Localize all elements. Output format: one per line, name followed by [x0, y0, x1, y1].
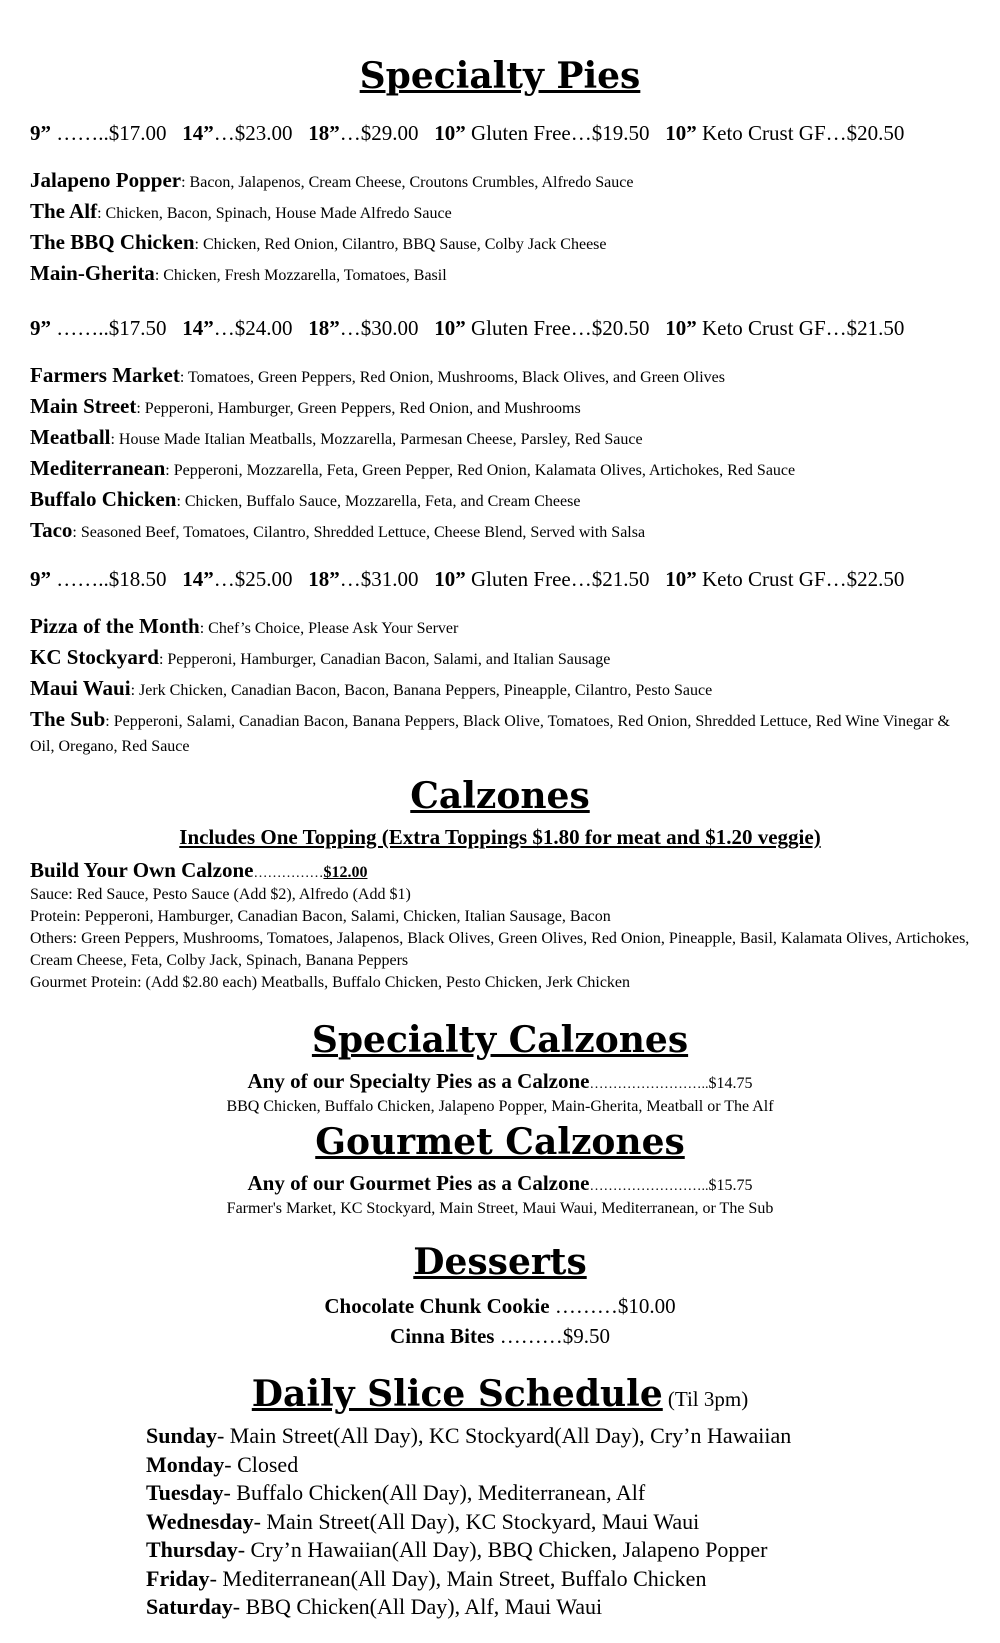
pie-list	[30, 612, 975, 759]
protein-line: Protein: Pepperoni, Hamburger, Canadian Bacon, Salami, Chicken, Italian Sausage, Bacon	[30, 908, 611, 925]
dessert-item: Cinna Bites ………$9.50	[390, 1324, 610, 1348]
list-item: Main Street: Pepperoni, Hamburger, Green Peppers, Red Onion, and Mushrooms	[30, 394, 581, 418]
schedule-day: Thursday- Cry’n Hawaiian(All Day), BBQ Chicken, Jalapeno Popper	[146, 1537, 768, 1562]
price-row: 9” ……..$17.00 14”…$23.00 18”…$29.00 10” Gluten Free…$19.50 10” Keto Crust GF…$20.50	[30, 121, 905, 145]
specialty-calzone-item: Any of our Specialty Pies as a Calzone……………………..$14.75	[247, 1069, 753, 1093]
daily-slice-list	[146, 1422, 986, 1622]
schedule-day: Wednesday- Main Street(All Day), KC Stockyard, Maui Waui	[146, 1508, 700, 1534]
list-item: Pizza of the Month: Chef’s Choice, Please Ask Your Server	[30, 614, 459, 638]
others-line: Others: Green Peppers, Mushrooms, Tomatoes, Jalapenos, Black Olives, Green Olives, Red Onion, Pineapple, Basil, Kalamata Olives, Artichokes, Cream Cheese, Feta, Colby Jack, Spinach, Banana Peppers	[30, 930, 970, 969]
desserts-title: Desserts	[413, 1241, 587, 1283]
schedule-day: Friday- Mediterranean(All Day), Main Street, Buffalo Chicken	[146, 1565, 707, 1591]
list-item: Main-Gherita: Chicken, Fresh Mozzarella, Tomatoes, Basil	[30, 261, 447, 285]
gourmet-calzones-title: Gourmet Calzones	[315, 1121, 685, 1163]
daily-slice-note: (Til 3pm)	[667, 1387, 749, 1411]
gourmet-calzone-list: Farmer's Market, KC Stockyard, Main Street, Maui Waui, Mediterranean, or The Sub	[226, 1200, 774, 1217]
list-item: Farmers Market: Tomatoes, Green Peppers, Red Onion, Mushrooms, Black Olives, and Green Olives	[30, 363, 725, 387]
list-item: Jalapeno Popper: Bacon, Jalapenos, Cream Cheese, Croutons Crumbles, Alfredo Sauce	[30, 168, 634, 192]
list-item: The Alf: Chicken, Bacon, Spinach, House Made Alfredo Sauce	[30, 199, 452, 223]
list-item: Maui Waui: Jerk Chicken, Canadian Bacon, Bacon, Banana Peppers, Pineapple, Cilantro, Pesto Sauce	[30, 676, 713, 700]
schedule-day: Monday- Closed	[146, 1451, 299, 1477]
schedule-day: Sunday- Main Street(All Day), KC Stockyard(All Day), Cry’n Hawaiian	[146, 1423, 792, 1448]
gourmet-calzone-item: Any of our Gourmet Pies as a Calzone……………………..$15.75	[247, 1171, 753, 1195]
daily-slice-header	[0, 1372, 1000, 1416]
sauce-line: Sauce: Red Sauce, Pesto Sauce (Add $2), Alfredo (Add $1)	[30, 886, 411, 903]
schedule-day: Tuesday- Buffalo Chicken(All Day), Mediterranean, Alf	[146, 1480, 646, 1505]
specialty-pies-title: Specialty Pies	[359, 55, 641, 97]
build-your-own-calzone: Build Your Own Calzone……………$12.00	[30, 858, 368, 882]
pie-list	[30, 361, 970, 547]
list-item: Buffalo Chicken: Chicken, Buffalo Sauce, Mozzarella, Feta, and Cream Cheese	[30, 487, 581, 511]
schedule-day: Saturday- BBQ Chicken(All Day), Alf, Maui Waui	[146, 1594, 603, 1619]
gourmet-protein-line: Gourmet Protein: (Add $2.80 each) Meatballs, Buffalo Chicken, Pesto Chicken, Jerk Chicken	[30, 974, 631, 991]
calzone-options	[30, 884, 975, 994]
specialty-calzone-list: BBQ Chicken, Buffalo Chicken, Jalapeno Popper, Main-Gherita, Meatball or The Alf	[226, 1098, 774, 1115]
calzones-subtitle: Includes One Topping (Extra Toppings $1.80 for meat and $1.20 veggie)	[179, 825, 821, 849]
daily-slice-title: Daily Slice Schedule	[251, 1373, 663, 1415]
dessert-item: Chocolate Chunk Cookie ………$10.00	[324, 1294, 676, 1318]
specialty-calzones-title: Specialty Calzones	[311, 1019, 689, 1061]
list-item: Mediterranean: Pepperoni, Mozzarella, Feta, Green Pepper, Red Onion, Kalamata Olives, Artichokes, Red Sauce	[30, 456, 796, 480]
price-row: 9” ……..$17.50 14”…$24.00 18”…$30.00 10” Gluten Free…$20.50 10” Keto Crust GF…$21.50	[30, 316, 905, 340]
list-item: Meatball: House Made Italian Meatballs, Mozzarella, Parmesan Cheese, Parsley, Red Sauce	[30, 425, 643, 449]
list-item: Taco: Seasoned Beef, Tomatoes, Cilantro, Shredded Lettuce, Cheese Blend, Served with Salsa	[30, 518, 646, 542]
list-item: KC Stockyard: Pepperoni, Hamburger, Canadian Bacon, Salami, and Italian Sausage	[30, 645, 611, 669]
price-row: 9” ……..$18.50 14”…$25.00 18”…$31.00 10” Gluten Free…$21.50 10” Keto Crust GF…$22.50	[30, 567, 905, 591]
pie-list	[30, 166, 970, 290]
list-item: The BBQ Chicken: Chicken, Red Onion, Cilantro, BBQ Sause, Colby Jack Cheese	[30, 230, 607, 254]
list-item: The Sub: Pepperoni, Salami, Canadian Bacon, Banana Peppers, Black Olive, Tomatoes, Red Onion, Shredded Lettuce, Red Wine Vinegar & Oil, Oregano, Red Sauce	[30, 707, 950, 755]
calzones-title: Calzones	[410, 775, 590, 817]
